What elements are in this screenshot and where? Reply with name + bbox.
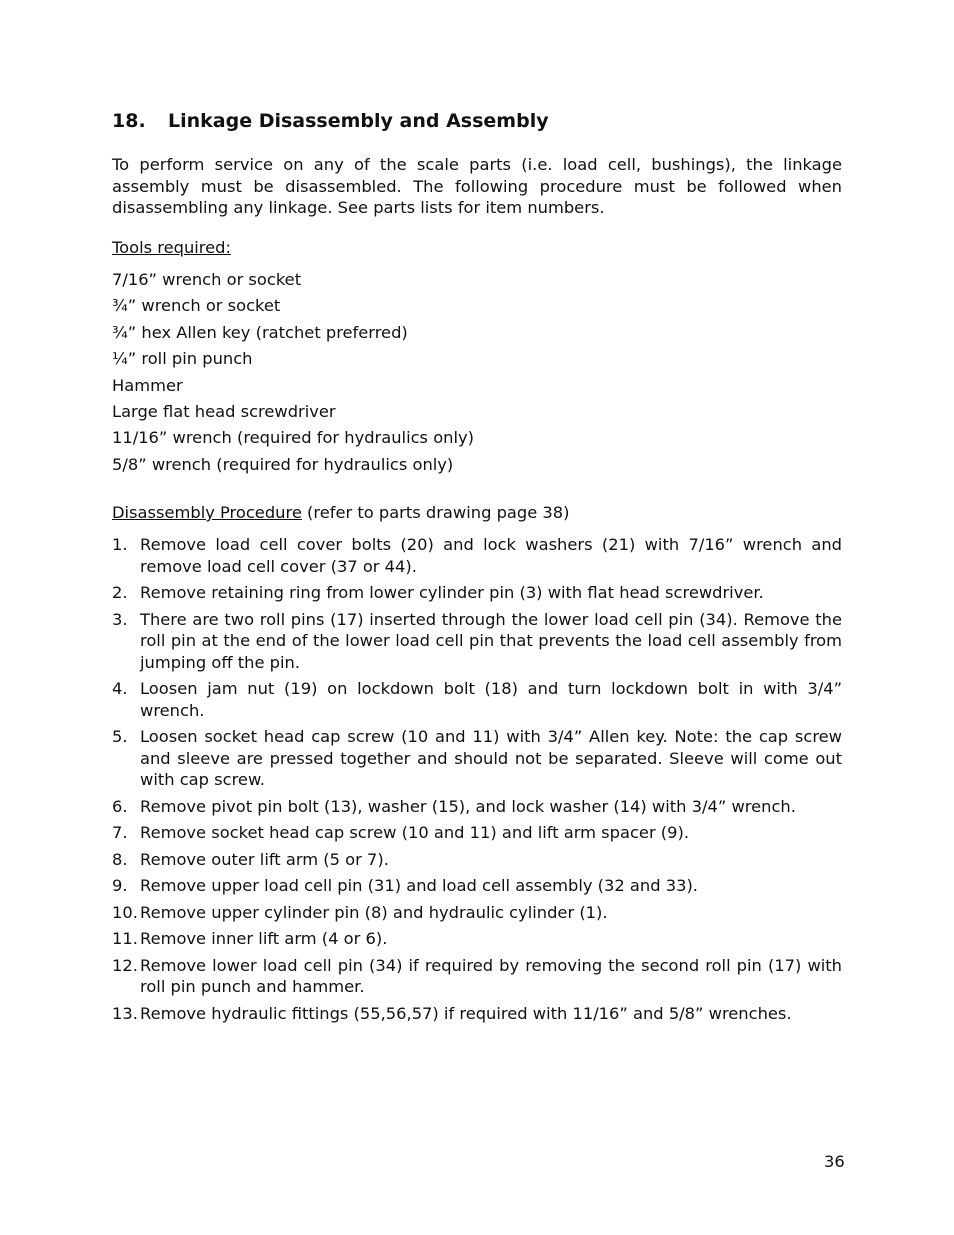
step-number: 8. xyxy=(112,849,128,869)
procedure-step xyxy=(112,609,842,674)
tools-title: Tools required: xyxy=(112,238,231,257)
section-title: Linkage Disassembly and Assembly xyxy=(168,110,549,132)
procedure-step xyxy=(112,955,842,998)
step-text: Remove upper cylinder pin (8) and hydraulic cylinder (1). xyxy=(140,902,608,922)
step-number: 4. xyxy=(112,679,128,698)
section-heading xyxy=(112,110,549,132)
procedure-step xyxy=(112,1003,842,1025)
section-number: 18. xyxy=(112,110,146,132)
intro-paragraph: To perform service on any of the scale parts (i.e. load cell, bushings), the linkage assembly must be disassembled. The following procedure must be followed when disassembling any linkage. See parts lists for item numbers. xyxy=(112,155,842,217)
procedure-step xyxy=(112,849,842,871)
procedure-step xyxy=(112,928,842,950)
step-number: 1. xyxy=(112,535,128,554)
tools-list xyxy=(112,268,474,479)
procedure-step xyxy=(112,726,842,791)
tool-item: 7/16” wrench or socket xyxy=(112,270,302,289)
step-number: 12. xyxy=(112,955,138,975)
step-text: Remove retaining ring from lower cylinder pin (3) with flat head screwdriver. xyxy=(140,583,764,602)
procedure-step xyxy=(112,582,842,604)
step-text: Remove hydraulic fittings (55,56,57) if required with 11/16” and 5/8” wrenches. xyxy=(140,1003,792,1023)
tool-item: ¾” wrench or socket xyxy=(112,296,281,316)
procedure-title xyxy=(112,503,570,522)
procedure-steps xyxy=(112,534,842,1029)
step-text: Remove upper load cell pin (31) and load cell assembly (32 and 33). xyxy=(140,876,698,895)
tool-item: Hammer xyxy=(112,375,183,395)
step-number: 5. xyxy=(112,727,128,746)
procedure-step xyxy=(112,902,842,924)
step-text: Remove socket head cap screw (10 and 11) and lift arm spacer (9). xyxy=(140,823,690,842)
step-number: 3. xyxy=(112,609,128,629)
step-text: Remove pivot pin bolt (13), washer (15), and lock washer (14) with 3/4” wrench. xyxy=(140,796,796,816)
tool-item: 5/8” wrench (required for hydraulics only) xyxy=(112,454,454,474)
step-text: Remove lower load cell pin (34) if required by removing the second roll pin (17) with roll pin punch and hammer. xyxy=(140,955,842,996)
step-number: 10. xyxy=(112,902,138,922)
step-number: 7. xyxy=(112,823,128,842)
procedure-step xyxy=(112,796,842,818)
procedure-step xyxy=(112,875,842,897)
page-number: 36 xyxy=(824,1152,845,1171)
step-number: 11. xyxy=(112,929,138,948)
step-number: 9. xyxy=(112,876,128,895)
tool-item: 11/16” wrench (required for hydraulics only) xyxy=(112,428,474,448)
procedure-note: (refer to parts drawing page 38) xyxy=(301,503,570,522)
step-number: 6. xyxy=(112,796,128,816)
step-text: Loosen jam nut (19) on lockdown bolt (18) and turn lockdown bolt in with 3/4” wrench. xyxy=(140,679,842,720)
step-text: Remove inner lift arm (4 or 6). xyxy=(140,929,388,948)
step-text: Remove outer lift arm (5 or 7). xyxy=(140,849,389,869)
procedure-step xyxy=(112,534,842,577)
step-number: 13. xyxy=(112,1003,138,1023)
step-text: Remove load cell cover bolts (20) and lock washers (21) with 7/16” wrench and remove load cell cover (37 or 44). xyxy=(140,535,842,576)
procedure-title-label: Disassembly Procedure xyxy=(112,503,302,522)
procedure-step xyxy=(112,678,842,721)
tool-item: Large flat head screwdriver xyxy=(112,401,336,421)
step-number: 2. xyxy=(112,583,128,602)
step-text: Loosen socket head cap screw (10 and 11) with 3/4” Allen key. Note: the cap screw and sleeve are pressed together and should not be separated. Sleeve will come out with cap screw. xyxy=(140,727,842,789)
procedure-step xyxy=(112,822,842,844)
tool-item: ¾” hex Allen key (ratchet preferred) xyxy=(112,322,408,342)
tool-item: ¼” roll pin punch xyxy=(112,349,253,369)
step-text: There are two roll pins (17) inserted through the lower load cell pin (34). Remove the roll pin at the end of the lower load cell pin that prevents the load cell assembly from jumping off the pin. xyxy=(140,609,842,672)
